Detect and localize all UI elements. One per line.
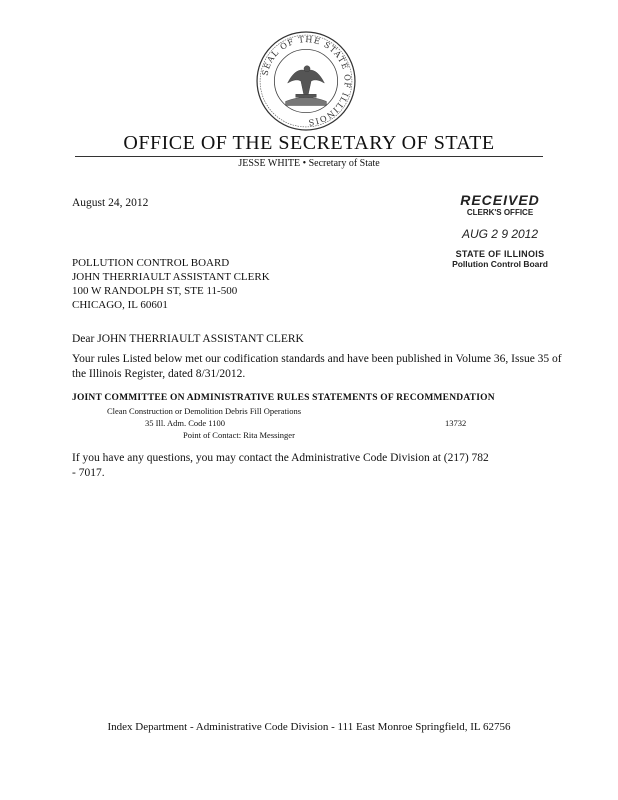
rule-title: Clean Construction or Demolition Debris Fill Operations bbox=[107, 406, 302, 416]
stamp-office: CLERK'S OFFICE bbox=[466, 208, 534, 217]
address-line: 100 W RANDOLPH ST, STE 11-500 bbox=[72, 285, 238, 297]
address-line: JOHN THERRIAULT ASSISTANT CLERK bbox=[72, 271, 270, 283]
point-of-contact: Point of Contact: Rita Messinger bbox=[183, 430, 295, 440]
recipient-address bbox=[72, 256, 270, 312]
stamp-state: STATE OF ILLINOIS bbox=[455, 249, 545, 259]
stamp-received: RECEIVED bbox=[460, 192, 540, 208]
rule-number: 13732 bbox=[445, 418, 467, 428]
title-rule bbox=[75, 156, 543, 157]
page-footer: Index Department - Administrative Code Division - 111 East Monroe Springfield, IL 62756 bbox=[107, 721, 511, 733]
received-stamp bbox=[435, 192, 565, 269]
svg-text:SEAL OF THE STATE OF ILLINOIS: SEAL OF THE STATE OF ILLINOIS bbox=[259, 34, 353, 128]
address-line: CHICAGO, IL 60601 bbox=[72, 299, 168, 311]
page-title: OFFICE OF THE SECRETARY OF STATE bbox=[123, 132, 495, 154]
body-paragraph-2: If you have any questions, you may contact the Administrative Code Division at (217) 782 - 7017. bbox=[72, 452, 489, 479]
address-line: POLLUTION CONTROL BOARD bbox=[72, 257, 230, 269]
state-seal-logo bbox=[255, 30, 357, 132]
letter-date: August 24, 2012 bbox=[72, 197, 149, 209]
salutation: Dear JOHN THERRIAULT ASSISTANT CLERK bbox=[72, 333, 304, 345]
page-subtitle: JESSE WHITE • Secretary of State bbox=[238, 158, 380, 169]
stamp-board: Pollution Control Board bbox=[452, 259, 548, 269]
stamp-date: AUG 2 9 2012 bbox=[461, 227, 539, 241]
section-heading: JOINT COMMITTEE ON ADMINISTRATIVE RULES STATEMENTS OF RECOMMENDATION bbox=[72, 393, 495, 403]
body-paragraph-1: Your rules Listed below met our codification standards and have been published in Volume 36, Issue 35 of the Illinois Register, dated 8/31/2012. bbox=[72, 353, 562, 380]
rule-code: 35 Ill. Adm. Code 1100 bbox=[145, 418, 225, 428]
